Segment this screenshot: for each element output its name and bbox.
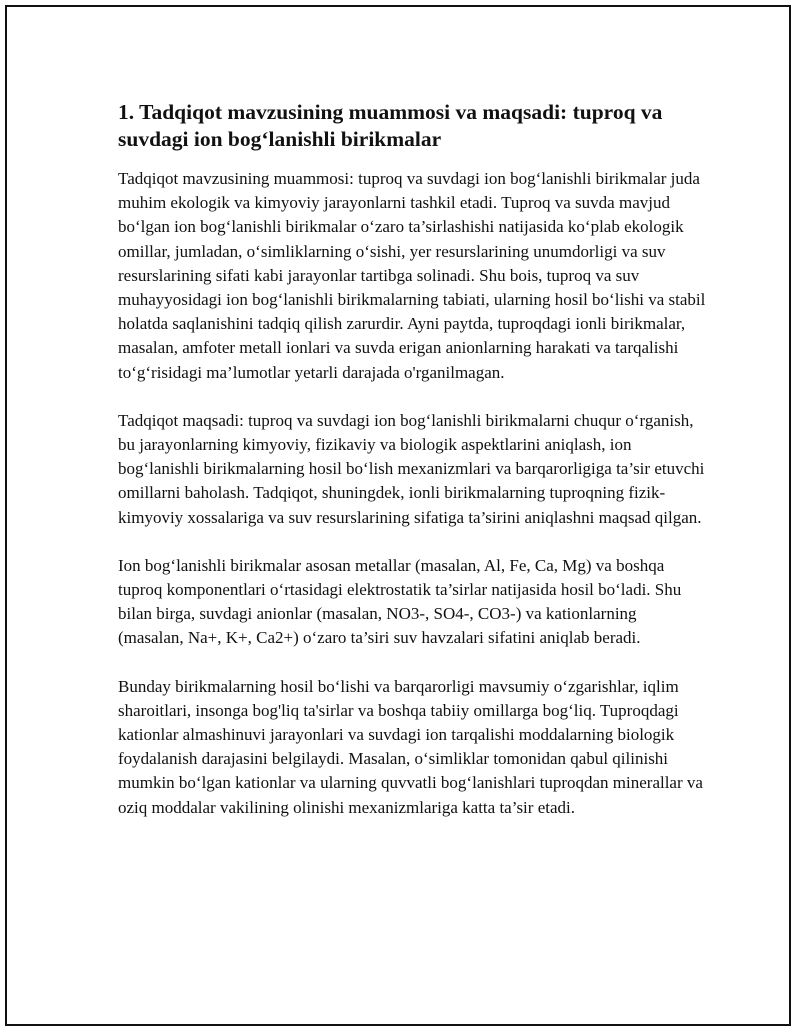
- document-body: [118, 99, 706, 820]
- paragraph-problem: Tadqiqot mavzusining muammosi: tuproq va suvdagi ion bog‘lanishli birikmalar juda muhim ekologik va kimyoviy jarayonlarni tashkil etadi. Tuproq va suvda mavjud bo‘lgan ion bog‘lanishli birikmalar o‘zaro ta’sirlashishi natijasida ko‘plab ekologik omillar, jumladan, o‘simliklarning o‘sishi, yer resurslarining unumdorligi va suv resurslarining sifati kabi jarayonlar tartibga solinadi. Shu bois, tuproq va suv muhayyosidagi ion bog‘lanishli birikmalarning tabiati, ularning hosil bo‘lishi va stabil holatda saqlanishini tadqiq qilish zarurdir. Ayni paytda, tuproqdagi ionli birikmalar, masalan, amfoter metall ionlari va suvda erigan anionlarning harakati va tarqalishi to‘g‘risidagi ma’lumotlar yetarli darajada o'rganilmagan.: [118, 169, 706, 382]
- paragraph-goal: Tadqiqot maqsadi: tuproq va suvdagi ion bog‘lanishli birikmalarni chuqur o‘rganish, bu jarayonlarning kimyoviy, fizikaviy va biologik aspektlarini aniqlash, ion bog‘lanishli birikmalarning hosil bo‘lish mexanizmlari va barqarorligiga ta’sir etuvchi omillarni baholash. Tadqiqot, shuningdek, ionli birikmalarning tuproqning fizik-kimyoviy xossalariga va suv resurslarining sifatiga ta’sirini aniqlashni maqsad qilgan.: [118, 410, 705, 527]
- section-title: 1. Tadqiqot mavzusining muammosi va maqsadi: tuproq va suvdagi ion bog‘lanishli birikmalar: [118, 100, 663, 151]
- paragraph-ion-compounds: Ion bog‘lanishli birikmalar asosan metallar (masalan, Al, Fe, Ca, Mg) va boshqa tuproq komponentlari o‘rtasidagi elektrostatik ta’sirlar natijasida hosil bo‘ladi. Shu bilan birga, suvdagi anionlar (masalan, NO3-, SO4-, CO3-) va kationlarning (masalan, Na+, K+, Ca2+) o‘zaro ta’siri suv havzalari sifatini aniqlab beradi.: [118, 555, 682, 648]
- paragraph-stability: Bunday birikmalarning hosil bo‘lishi va barqarorligi mavsumiy o‘zgarishlar, iqlim sharoitlari, insonga bog'liq ta'sirlar va boshqa tabiiy omillarga bog‘liq. Tuproqdagi kationlar almashinuvi jarayonlari va suvdagi ion tarqalishi moddalarning biologik foydalanish darajasini belgilaydi. Masalan, o‘simliklar tomonidan qabul qilinishi mumkin bo‘lgan kationlar va ularning quvvatli bog‘lanishlari tuproqdan minerallar va oziq moddalar vakilining olinishi mexanizmlariga katta ta’sir etadi.: [118, 676, 703, 817]
- page-frame: [5, 5, 791, 1026]
